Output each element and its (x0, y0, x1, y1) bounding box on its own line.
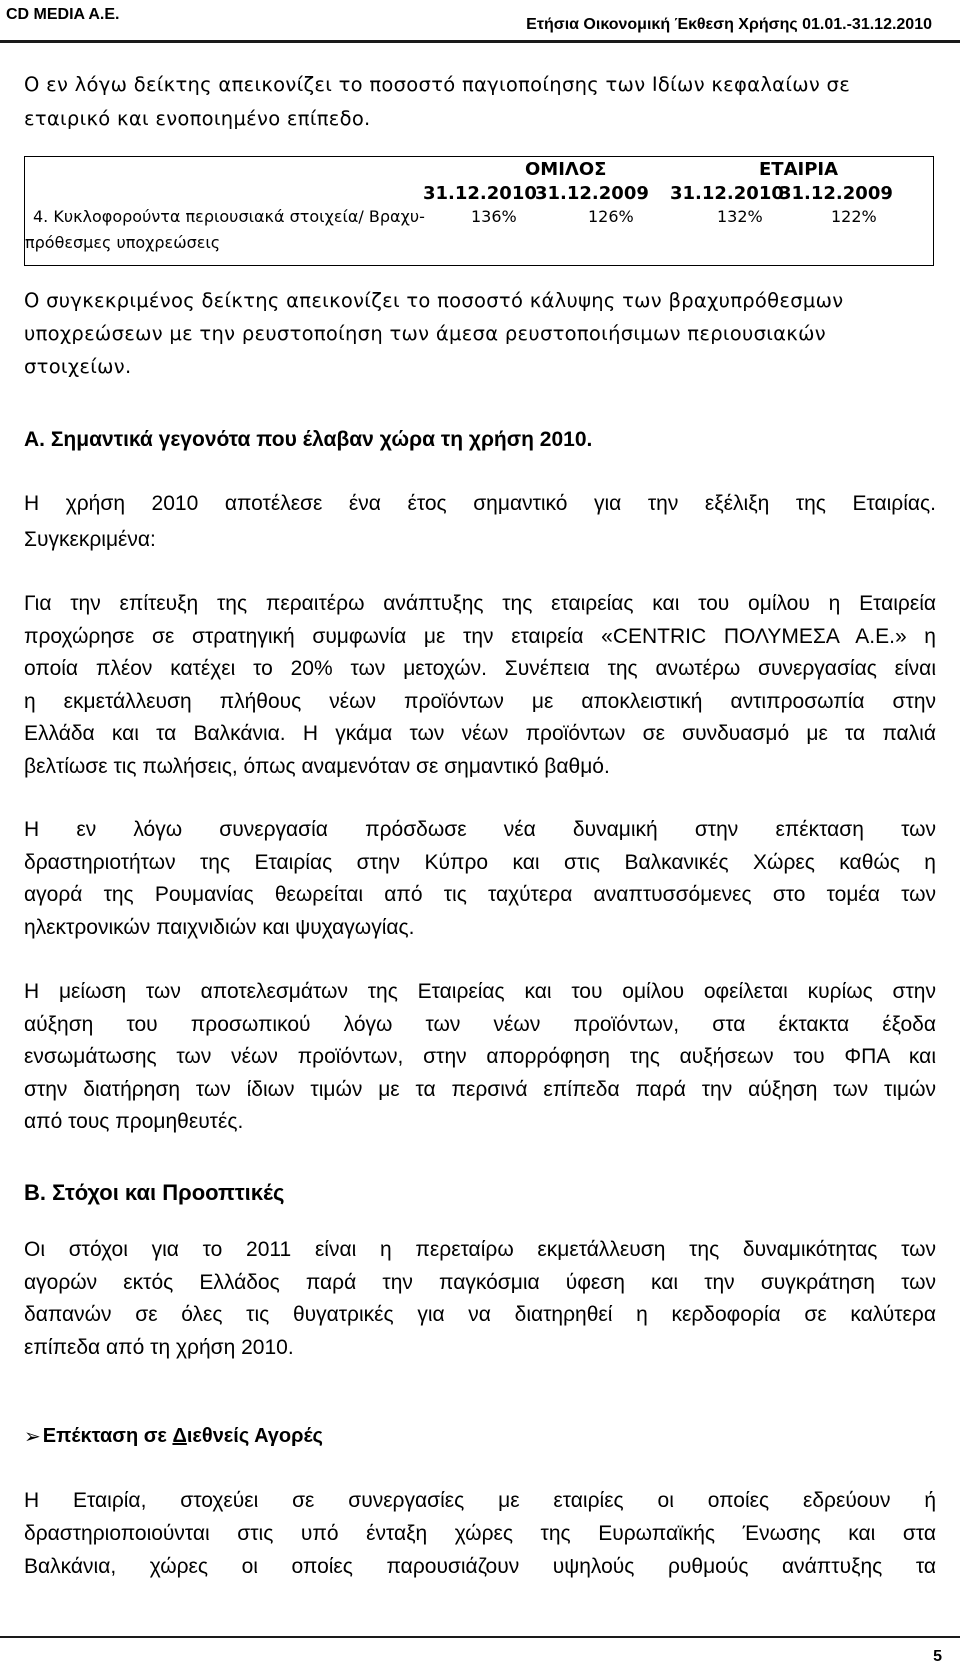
intro-paragraph (24, 68, 936, 136)
text-line: στην διατήρηση των ίδιων τιμών με τα περσινά επίπεδα παρά την αύξηση των τιμών (24, 1077, 936, 1101)
text-line: αγορών εκτός Ελλάδος παρά την παγκόσμια ύφεση και την συγκράτηση των (24, 1270, 936, 1294)
text-line: Η Εταιρία, στοχεύει σε συνεργασίες με εταιρίες οι οποίες εδρεύουν ή (24, 1489, 936, 1512)
text-line: αγορά της Ρουμανίας θεωρείται από τις ταχύτερα αναπτυσσόμενες στο τομέα των (24, 883, 936, 906)
text-line: επίπεδα από τη χρήση 2010. (24, 1335, 294, 1359)
text-line: βελτίωσε τις πωλήσεις, όπως αναμενόταν σε σημαντικό βαθμό. (24, 754, 610, 778)
row-label: πρόθεσμες υποχρεώσεις (25, 233, 221, 252)
date-header: 31.12.2009 (535, 183, 649, 204)
text-line: δραστηριοτήτων της Εταιρίας στην Κύπρο και στις Βαλκανικές Χώρες καθώς η (24, 850, 936, 874)
expansion-paragraph (24, 1484, 936, 1583)
text-line: υποχρεώσεων με την ρευστοποίηση των άμεσα ρευστοποιήσιμων περιουσιακών (24, 322, 826, 345)
text-line: Βαλκάνια, χώρες οι οποίες παρουσιάζουν υψηλούς ρυθμούς ανάπτυξης τα (24, 1555, 936, 1578)
ratio-table (24, 156, 934, 266)
text-line: στοιχείων. (24, 355, 132, 378)
expansion-title-post: ιεθνείς Αγορές (186, 1425, 323, 1447)
ratio-paragraph (24, 284, 936, 383)
text-line: η εκμετάλλευση πλήθους νέων προϊόντων με αποκλειστική αντιπροσωπία στην (24, 689, 936, 713)
company-name: CD MEDIA A.E. (6, 6, 120, 23)
text-line: αύξηση του προσωπικού λόγω των νέων προϊόντων, στα έκτακτα έξοδα (24, 1012, 936, 1036)
section-a-para3 (24, 976, 936, 1139)
footer-divider (0, 1636, 960, 1638)
text-line: Ελλάδα και τα Βαλκάνια. Η γκάμα των νέων προϊόντων σε συνδυασμό με τα παλιά (24, 722, 936, 745)
text-line: Οι στόχοι για το 2011 είναι η περεταίρω εκμετάλλευση της δυναμικότητας των (24, 1238, 936, 1261)
expansion-heading (24, 1424, 323, 1449)
report-title: Ετήσια Οικονομική Έκθεση Χρήσης 01.01.-31.12.2010 (526, 16, 932, 33)
text-line: δραστηριοποιούνται στις υπό ένταξη χώρες της Ευρωπαϊκής Ένωσης και στα (24, 1522, 936, 1545)
group-header: ΟΜΙΛΟΣ (525, 159, 607, 180)
table-cell: 122% (831, 207, 877, 226)
table-cell: 132% (717, 207, 763, 226)
text-line: ηλεκτρονικών παιχνιδιών και ψυχαγωγίας. (24, 915, 415, 939)
date-header: 31.12.2010 (670, 183, 784, 204)
text-line: Η χρήση 2010 αποτέλεσε ένα έτος σημαντικό για την εξέλιξη της Εταιρίας. (24, 492, 936, 515)
date-header: 31.12.2010 (423, 183, 537, 204)
header-divider (0, 40, 960, 43)
intro-line: Ο εν λόγω δείκτης απεικονίζει το ποσοστό παγιοποίησης των Ιδίων κεφαλαίων σε (24, 73, 851, 96)
section-b-title: Β. Στόχοι και Προοπτικές (24, 1180, 285, 1205)
expansion-title-underlined: Δ (172, 1425, 187, 1447)
expansion-title-pre: Επέκταση σε (42, 1425, 173, 1447)
section-a-title: Α. Σημαντικά γεγονότα που έλαβαν χώρα τη χρήση 2010. (24, 428, 593, 451)
text-line: ενσωμάτωσης των νέων προϊόντων, στην απορρόφηση της αυξήσεων του ΦΠΑ και (24, 1045, 936, 1068)
date-header: 31.12.2009 (779, 183, 893, 204)
text-line: οποία πλέον κατέχει το 20% των μετοχών. Συνέπεια της ανωτέρω συνεργασίας είναι (24, 657, 936, 680)
section-a-para1 (24, 588, 936, 783)
text-line: Συγκεκριμένα: (24, 528, 156, 551)
table-cell: 136% (471, 207, 517, 226)
text-line: προχώρησε σε στρατηγική συμφωνία με την εταιρεία «CENTRIC ΠΟΛΥΜΕΣΑ Α.Ε.» η (24, 624, 936, 648)
text-line: Η εν λόγω συνεργασία πρόσδωσε νέα δυναμική στην επέκταση των (24, 818, 936, 841)
text-line: Για την επίτευξη της περαιτέρω ανάπτυξης της εταιρείας και του ομίλου η Εταιρεία (24, 592, 936, 615)
text-line: δαπανών σε όλες τις θυγατρικές για να διατηρηθεί η κερδοφορία σε καλύτερα (24, 1303, 936, 1326)
text-line: Η μείωση των αποτελεσμάτων της Εταιρείας και του ομίλου οφείλεται κυρίως στην (24, 980, 936, 1003)
company-header: ΕΤΑΙΡΙΑ (759, 159, 839, 180)
intro-line: εταιρικό και ενοποιημένο επίπεδο. (24, 107, 371, 130)
section-b-paragraph (24, 1234, 936, 1364)
page-number: 5 (933, 1648, 942, 1665)
row-label: 4. Κυκλοφορούντα περιουσιακά στοιχεία/ Βραχυ- (33, 207, 425, 226)
table-cell: 126% (588, 207, 634, 226)
section-a-intro (24, 486, 936, 558)
text-line: Ο συγκεκριμένος δείκτης απεικονίζει το ποσοστό κάλυψης των βραχυπρόθεσμων (24, 289, 844, 312)
text-line: από τους προμηθευτές. (24, 1110, 244, 1133)
section-a-para2 (24, 814, 936, 944)
arrow-bullet-icon: ➢ (24, 1426, 41, 1448)
